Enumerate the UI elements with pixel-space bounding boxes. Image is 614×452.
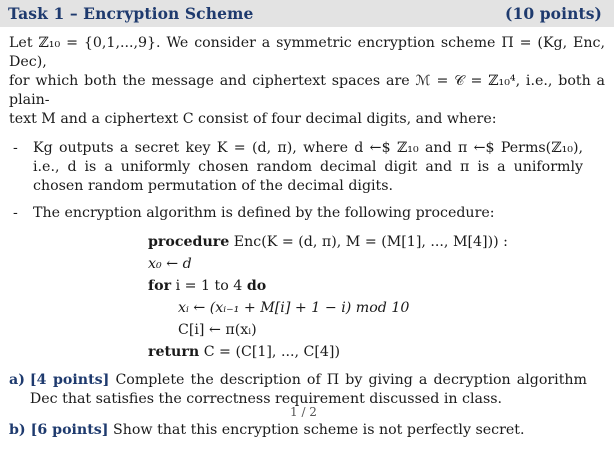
proc-return-value: C = (C[1], ..., C[4]) — [203, 344, 340, 360]
task-body — [9, 34, 605, 452]
proc-keyword-do: do — [246, 278, 267, 294]
bullet-text-enc: The encryption algorithm is defined by the following procedure: — [33, 205, 495, 221]
proc-line-init — [148, 253, 605, 275]
subquestion-b-text — [31, 421, 605, 440]
proc-line-return — [148, 341, 605, 363]
subquestion-b-label: b) — [9, 422, 26, 438]
task-title: Task 1 – Encryption Scheme — [8, 4, 254, 23]
bullet-dash: - — [13, 140, 18, 156]
subquestion-a — [9, 371, 605, 409]
subquestion-a-text — [30, 371, 605, 409]
subquestion-a-body: Complete the description of Π by giving a decryption algorithm Dec that satisfies the correctness requirement discussed in class. — [29, 372, 588, 407]
page-number-text: 1 / 2 — [290, 405, 317, 419]
proc-init: x₀ ← d — [148, 256, 192, 272]
bullet-item-kg — [9, 139, 605, 196]
task-points: (10 points) — [505, 4, 602, 23]
subquestion-a-label: a) — [9, 372, 25, 388]
proc-update: xᵢ ← (xᵢ₋₁ + M[i] + 1 − i) mod 10 — [178, 300, 410, 316]
intro-line-2: for which both the message and ciphertext spaces are ℳ = 𝒞 = ℤ₁₀⁴, i.e., both a plain- — [9, 73, 605, 108]
subquestion-a-points: [4 points] — [29, 372, 110, 388]
proc-line-update — [148, 297, 605, 319]
subquestion-b-body: Show that this encryption scheme is not perfectly secret. — [113, 422, 525, 438]
bullet-list — [9, 139, 605, 223]
proc-permute: C[i] ← π(xᵢ) — [178, 322, 257, 338]
proc-line-for — [148, 275, 605, 297]
bullet-dash: - — [13, 205, 18, 221]
intro-line-1: Let ℤ₁₀ = {0,1,...,9}. We consider a symmetric encryption scheme Π = (Kg, Enc, Dec), — [9, 35, 605, 70]
bullet-item-enc — [9, 204, 605, 223]
proc-keyword-for: for — [148, 278, 172, 294]
task-header — [0, 0, 614, 27]
subquestion-b — [9, 421, 605, 440]
proc-signature: Enc(K = (d, π), M = (M[1], ..., M[4])) : — [233, 234, 508, 250]
proc-line-header — [148, 231, 605, 253]
proc-line-perm — [148, 319, 605, 341]
intro-paragraph — [9, 34, 605, 129]
encryption-procedure — [148, 231, 605, 363]
page-number — [290, 405, 330, 419]
proc-loop-range: i = 1 to 4 — [175, 278, 243, 294]
intro-line-3: text M and a ciphertext C consist of four decimal digits, and where: — [9, 111, 497, 127]
subquestion-b-points: [6 points] — [30, 422, 109, 438]
proc-keyword-procedure: procedure — [148, 234, 230, 250]
proc-keyword-return: return — [148, 344, 200, 360]
bullet-text-kg: Kg outputs a secret key K = (d, π), where d ←$ ℤ₁₀ and π ←$ Perms(ℤ₁₀), i.e., d is a uniformly chosen random decimal digit and π is a uniformly chosen random permutation of the decimal digits. — [33, 140, 583, 194]
